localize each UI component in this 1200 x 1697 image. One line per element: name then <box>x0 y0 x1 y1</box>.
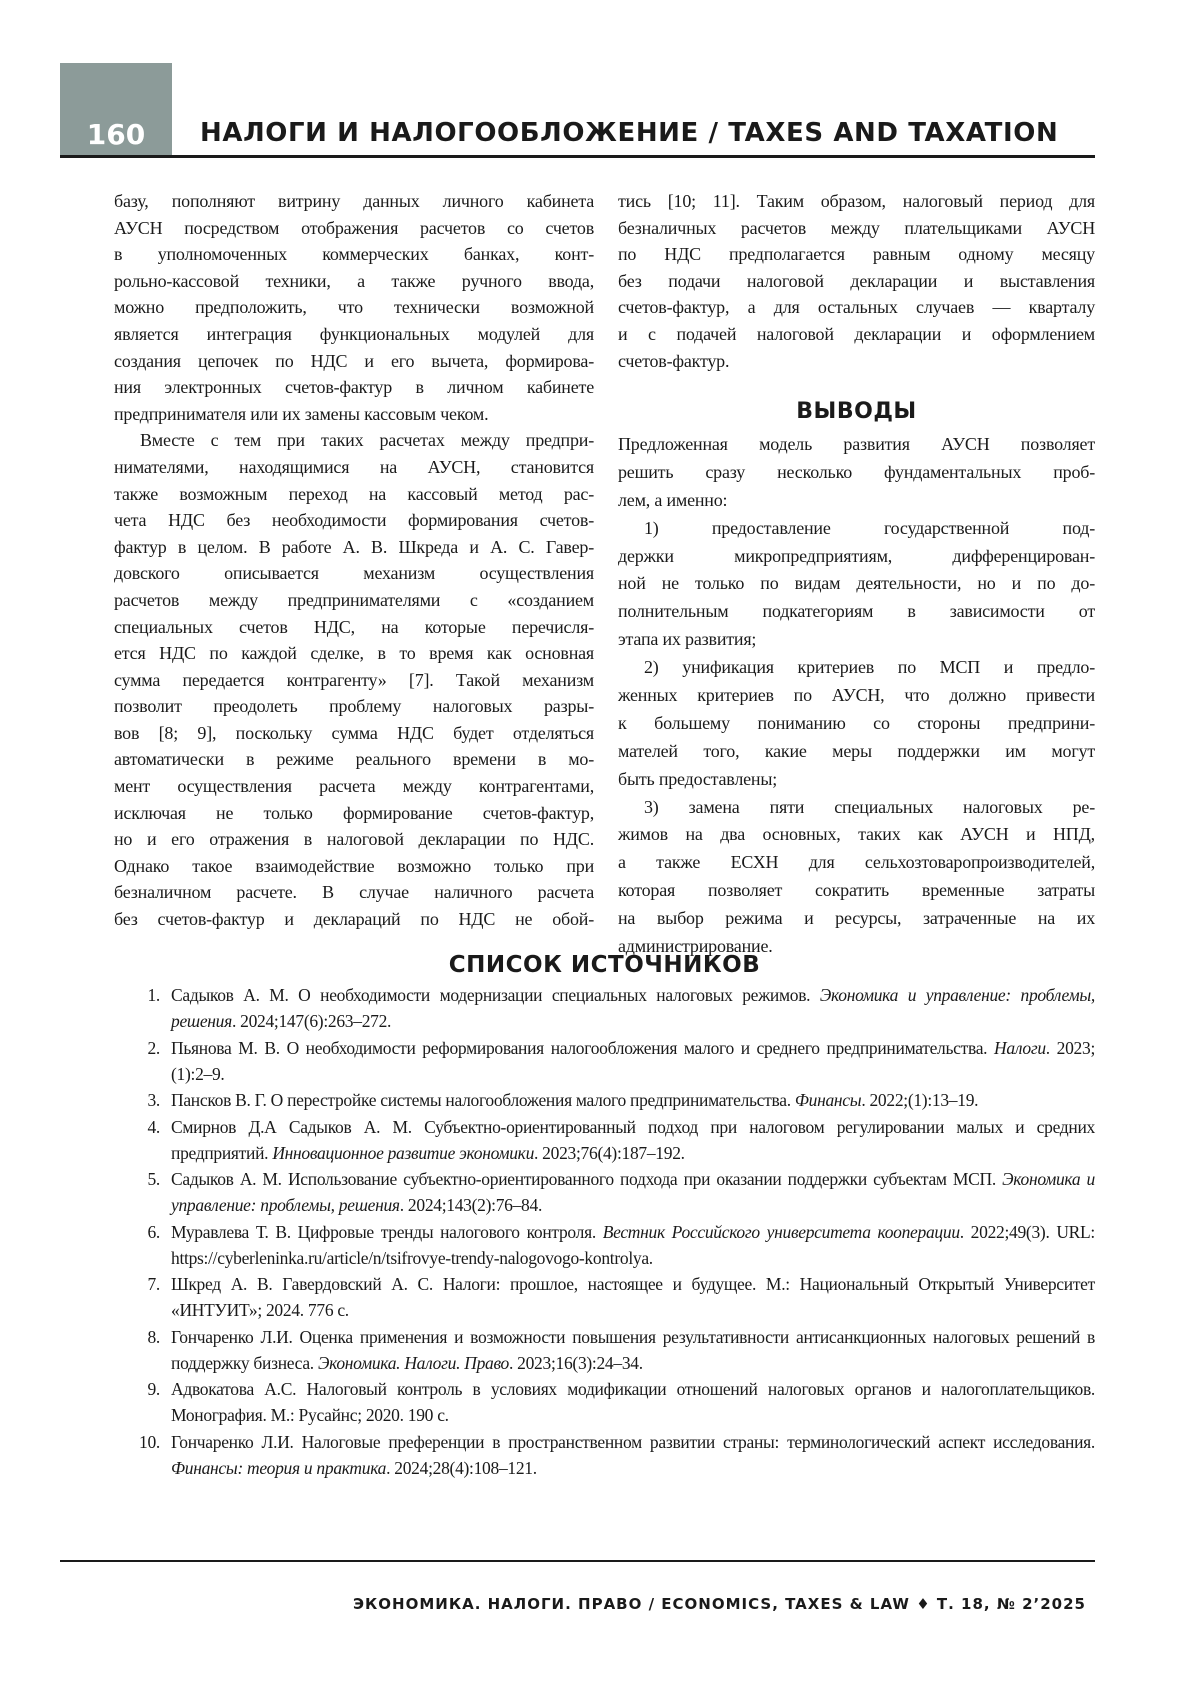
reference-main: Пьянова М. В. О необходимости реформирования налогообложения малого и среднего предпринимательства. <box>171 1037 995 1058</box>
text-line: мент осуществления расчета между контрагентами, <box>114 776 594 797</box>
references-heading: СПИСОК ИСТОЧНИКОВ <box>448 952 761 978</box>
reference-number: 1. <box>147 985 160 1005</box>
text-line: является интеграция функциональных модулей для <box>114 323 594 344</box>
text-line: предпринимателя или их замены кассовым чеком. <box>114 403 489 424</box>
text-line: мателей того, какие меры поддержки им могут <box>618 740 1095 761</box>
reference-main: Муравлева Т. В. Цифровые тренды налогового контроля. <box>171 1221 603 1242</box>
text-line: Предложенная модель развития АУСН позволяет <box>618 434 1095 454</box>
text-line: позволит преодолеть проблему налоговых разры- <box>114 696 594 717</box>
reference-details: . 2022;(1):13–19. <box>861 1090 979 1110</box>
reference-source: Инновационное развитие экономики <box>272 1142 535 1163</box>
reference-number: 6. <box>147 1221 160 1242</box>
reference-source: Экономика. Налоги. Право <box>317 1352 509 1373</box>
reference-text <box>171 1087 1095 1113</box>
text-line: и с подачей налоговой декларации и оформлением <box>618 323 1095 344</box>
text-line: Однако такое взаимодействие возможно только при <box>114 855 594 876</box>
text-line: счетов-фактур, а для остальных случаев — кварталу <box>618 297 1095 318</box>
reference-number: 10. <box>139 1431 160 1452</box>
text-line: держки микропредприятиям, дифференцирован- <box>618 545 1095 566</box>
reference-text <box>171 1429 1095 1481</box>
reference-item <box>114 1035 1095 1087</box>
reference-item <box>114 1271 1095 1323</box>
text-line: этапа их развития; <box>618 629 757 650</box>
reference-item <box>114 1166 1095 1218</box>
reference-source: Финансы <box>794 1090 862 1110</box>
reference-details: . 2022;49(3). URL: https://cyberleninka.ru/article/n/tsifrovye-trendy-nalogovogo-kontrolya. <box>171 1221 1095 1268</box>
reference-source: Налоги <box>994 1037 1046 1058</box>
text-line: которая позволяет сократить временные затраты <box>618 880 1095 901</box>
reference-details: . 2024;143(2):76–84. <box>399 1195 543 1215</box>
reference-main: Гончаренко Л.И. Налоговые преференции в пространственном развитии страны: терминологический аспект исследования. <box>171 1431 1095 1452</box>
reference-number: 2. <box>147 1037 160 1058</box>
text-line: тись [10; 11]. Таким образом, налоговый период для <box>618 191 1095 211</box>
footer-rule <box>60 1560 1095 1562</box>
text-line: создания цепочек по НДС и его вычета, формирова- <box>114 350 594 371</box>
reference-number: 3. <box>147 1090 160 1110</box>
text-line: сумма передается контрагенту» [7]. Такой механизм <box>114 669 594 690</box>
reference-number: 9. <box>147 1379 160 1399</box>
text-line: исключая не только формирование счетов-фактур, <box>114 802 594 823</box>
reference-number: 5. <box>147 1169 160 1189</box>
text-line: АУСН посредством отображения расчетов со счетов <box>114 217 594 238</box>
text-line: полнительным подкатегориям в зависимости от <box>618 601 1095 622</box>
reference-item <box>114 1087 1095 1113</box>
text-line: на выбор режима и ресурсы, затраченные на их <box>618 908 1095 929</box>
reference-text <box>171 1219 1095 1271</box>
text-line: фактур в целом. В работе А. В. Шкреда и А. С. Гавер- <box>114 536 594 557</box>
reference-text <box>171 1376 1095 1428</box>
text-line: по НДС предполагается равным одному месяцу <box>618 244 1095 265</box>
reference-source: Вестник Российского университета кооперации <box>602 1221 960 1242</box>
reference-main: Садыков А. М. Использование субъектно-ориентированного подхода при оказании поддержки субъектам МСП. <box>171 1169 1003 1189</box>
text-line: можно предположить, что технически возможной <box>114 297 594 318</box>
reference-item <box>114 1324 1095 1376</box>
reference-main: Шкред А. В. Гавердовский А. С. Налоги: прошлое, настоящее и будущее. М.: Национальный Открытый Университет «ИНТУИТ»; 2024. 776 с. <box>171 1274 1095 1320</box>
reference-source: Экономика и управление: проблемы, решения <box>171 985 1096 1031</box>
page-number: 160 <box>86 118 146 151</box>
text-line: лем, а именно: <box>618 489 728 510</box>
text-line: а также ЕСХН для сельхозтоваропроизводителей, <box>618 852 1095 873</box>
text-line: рольно-кассовой техники, а также ручного ввода, <box>114 270 594 291</box>
text-line: также возможным переход на кассовый метод рас- <box>114 483 594 504</box>
diamond-icon: ♦ <box>916 1595 931 1613</box>
right-column-top <box>618 188 1095 374</box>
reference-item <box>114 1429 1095 1481</box>
reference-main: Садыков А. М. О необходимости модернизации специальных налоговых режимов. <box>171 985 820 1005</box>
reference-text <box>171 1114 1095 1166</box>
section-title: НАЛОГИ И НАЛОГООБЛОЖЕНИЕ / TAXES AND TAXATION <box>200 118 1059 148</box>
reference-item <box>114 1219 1095 1271</box>
text-line: администрирование. <box>618 936 773 957</box>
text-line: автоматически в режиме реального времени в мо- <box>114 749 594 770</box>
text-line: 1) предоставление государственной под- <box>644 517 1095 538</box>
reference-number: 8. <box>147 1326 160 1347</box>
reference-item <box>114 1114 1095 1166</box>
text-line: 3) замена пяти специальных налоговых ре- <box>644 796 1095 817</box>
reference-text <box>171 1035 1095 1087</box>
text-line: чета НДС без необходимости формирования счетов- <box>114 510 594 531</box>
reference-main: Гончаренко Л.И. Оценка применения и возможности повышения результативности антисанкционных налоговых решений в поддержку бизнеса. <box>171 1326 1095 1373</box>
text-line: базу, пополняют витрину данных личного кабинета <box>114 191 594 211</box>
text-line: специальных счетов НДС, на которые перечисля- <box>114 616 594 637</box>
text-line: быть предоставлены; <box>618 768 778 789</box>
reference-main: Смирнов Д.А Садыков А. М. Субъектно-ориентированный подход при налоговом регулировании малых и средних предприятий. <box>171 1116 1095 1163</box>
text-line: нимателями, находящимися на АУСН, становится <box>114 456 594 477</box>
text-line: ния электронных счетов-фактур в личном кабинете <box>114 377 594 398</box>
conclusions-heading: ВЫВОДЫ <box>796 399 917 424</box>
reference-text <box>171 982 1095 1034</box>
reference-text <box>171 1271 1095 1323</box>
reference-item <box>114 1376 1095 1428</box>
text-line: жимов на два основных, таких как АУСН и НПД, <box>618 824 1095 845</box>
reference-text <box>171 1166 1095 1218</box>
left-column <box>114 188 594 933</box>
text-line: женных критериев по АУСН, что должно привести <box>618 685 1095 706</box>
reference-main: Адвокатова А.С. Налоговый контроль в условиях модификации отношений налоговых органов и налогоплательщиков. Монография. М.: Русайнс; 2020. 190 с. <box>171 1379 1095 1425</box>
reference-details: . 2023;(1):2–9. <box>171 1037 1096 1084</box>
reference-item <box>114 982 1095 1034</box>
reference-number: 7. <box>147 1274 160 1294</box>
footer-journal: ЭКОНОМИКА. НАЛОГИ. ПРАВО / ECONOMICS, TAXES & LAW <box>353 1595 910 1613</box>
text-line: но и его отражения в налоговой декларации по НДС. <box>114 829 594 850</box>
text-line: 2) унификация критериев по МСП и предло- <box>644 657 1095 678</box>
footer <box>353 1595 1086 1613</box>
reference-details: . 2024;28(4):108–121. <box>386 1457 537 1478</box>
text-line: безналичных расчетов между плательщиками АУСН <box>618 217 1095 238</box>
text-line: решить сразу несколько фундаментальных проб- <box>618 461 1095 482</box>
text-line: безналичном расчете. В случае наличного расчета <box>114 882 594 903</box>
reference-details: . 2023;76(4):187–192. <box>534 1142 685 1163</box>
footer-issue: Т. 18, № 2’2025 <box>936 1595 1086 1613</box>
references-list <box>114 982 1095 1481</box>
reference-source: Экономика и управление: проблемы, решения <box>171 1169 1095 1215</box>
reference-number: 4. <box>147 1116 160 1137</box>
text-line: без подачи налоговой декларации и выставления <box>618 270 1095 291</box>
text-line: в уполномоченных коммерческих банках, конт- <box>114 244 594 265</box>
conclusions-text <box>618 431 1095 961</box>
text-line: довского описывается механизм осуществления <box>114 563 594 584</box>
reference-source: Финансы: теория и практика <box>171 1457 387 1478</box>
text-line: к большему пониманию со стороны предприни- <box>618 712 1095 733</box>
header-rule <box>60 155 1095 158</box>
text-line: Вместе с тем при таких расчетах между предпри- <box>140 430 594 451</box>
text-line: вов [8; 9], поскольку сумма НДС будет отделяться <box>114 722 594 743</box>
text-line: ется НДС по каждой сделке, в то время как основная <box>114 643 594 664</box>
reference-details: . 2024;147(6):263–272. <box>231 1011 392 1031</box>
text-line: без счетов-фактур и деклараций по НДС не обой- <box>114 909 594 930</box>
reference-text <box>171 1324 1095 1376</box>
reference-main: Пансков В. Г. О перестройке системы налогообложения малого предпринимательства. <box>171 1090 795 1110</box>
text-line: расчетов между предпринимателями с «созданием <box>114 589 594 610</box>
reference-details: . 2023;16(3):24–34. <box>509 1352 643 1373</box>
text-line: счетов-фактур. <box>618 350 730 371</box>
text-line: ной не только по видам деятельности, но и по до- <box>618 573 1095 594</box>
